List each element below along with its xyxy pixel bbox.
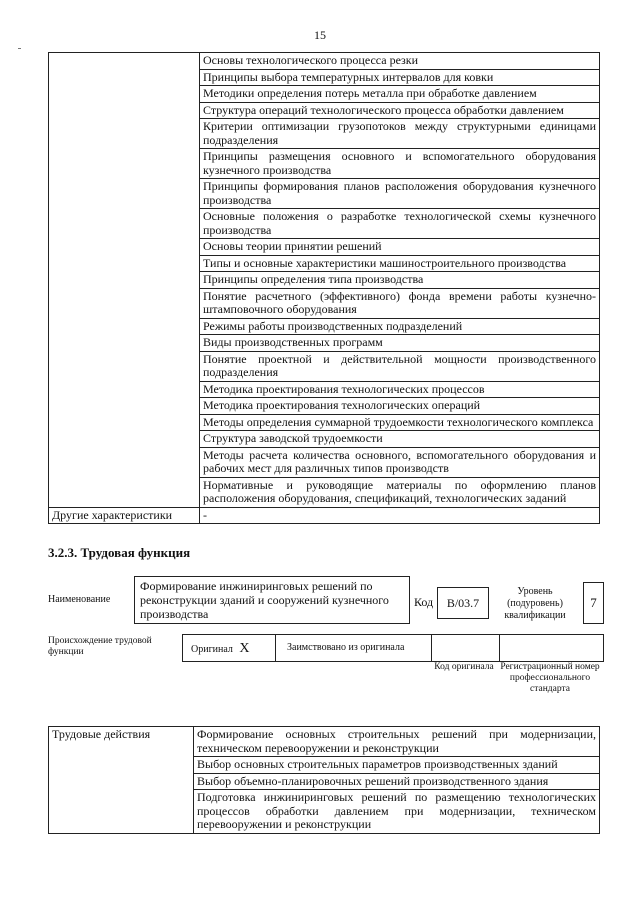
table-row — [49, 507, 600, 524]
knowledge-item: Режимы работы производственных подразделений — [200, 318, 600, 335]
origin-label: Происхождение трудовой функции — [48, 636, 152, 657]
knowledge-item: Виды производственных программ — [200, 335, 600, 352]
labor-actions-label: Трудовые действия — [49, 727, 194, 834]
knowledge-item: Основные положения о разработке технологической схемы кузнечного производства — [200, 209, 600, 239]
labor-action-item: Формирование основных строительных решений при модернизации, техническом перевооружении и реконструкции — [194, 727, 600, 757]
name-box — [134, 576, 410, 624]
code-original-caption: Код оригинала — [434, 662, 494, 672]
original-label: Оригинал — [191, 644, 233, 655]
knowledge-table — [48, 52, 600, 524]
knowledge-item: Основы технологического процесса резки — [200, 53, 600, 70]
labor-action-item: Выбор объемно-планировочных решений производственного здания — [194, 773, 600, 790]
knowledge-item: Принципы размещения основного и вспомогательного оборудования кузнечного производства — [200, 149, 600, 179]
knowledge-item: Принципы выбора температурных интервалов для ковки — [200, 69, 600, 86]
knowledge-item: Нормативные и руководящие материалы по оформлению планов расположения оборудования, спецификаций, технологических заданий — [200, 477, 600, 507]
labor-actions-table — [48, 726, 600, 834]
knowledge-item: Методы расчета количества основного, вспомогательного оборудования и рабочих мест для различных типов производств — [200, 447, 600, 477]
level-label: Уровень (подуровень) квалификации — [504, 586, 566, 621]
knowledge-item: Понятие расчетного (эффективного) фонда времени работы кузнечно-штамповочного оборудования — [200, 288, 600, 318]
table-row — [49, 53, 600, 70]
borrowed-label: Заимствовано из оригинала — [287, 642, 405, 653]
code-box — [437, 587, 489, 619]
other-characteristics-value: - — [200, 507, 600, 524]
original-mark: X — [239, 641, 250, 656]
level-box — [583, 582, 604, 624]
knowledge-item: Критерии оптимизации грузопотоков между структурными единицами подразделения — [200, 119, 600, 149]
knowledge-item: Типы и основные характеристики машиностроительного производства — [200, 255, 600, 272]
table-row — [49, 727, 600, 757]
knowledge-item: Принципы формирования планов расположения оборудования кузнечного производства — [200, 179, 600, 209]
labor-action-item: Выбор основных строительных параметров производственных зданий — [194, 757, 600, 774]
other-characteristics-label: Другие характеристики — [49, 507, 200, 524]
page-number: 15 — [314, 28, 326, 42]
knowledge-item: Методы определения суммарной трудоемкости технологического комплекса — [200, 414, 600, 431]
reg-number-caption: Регистрационный номер профессионального стандарта — [500, 662, 600, 694]
knowledge-item: Структура операций технологического процесса обработки давлением — [200, 102, 600, 119]
level-value: 7 — [590, 595, 597, 610]
labor-action-item: Подготовка инжиниринговых решений по размещению технологических процессов обработки давлением при модернизации, техническом перевооружении и реконструкции — [194, 790, 600, 834]
origin-box — [182, 634, 604, 662]
knowledge-item: Методика проектирования технологических операций — [200, 398, 600, 415]
knowledge-item: Методики определения потерь металла при обработке давлением — [200, 86, 600, 103]
knowledge-label-cell — [49, 53, 200, 508]
knowledge-item: Основы теории принятии решений — [200, 239, 600, 256]
knowledge-item: Структура заводской трудоемкости — [200, 431, 600, 448]
code-value: В/03.7 — [446, 596, 480, 610]
knowledge-item: Принципы определения типа производства — [200, 272, 600, 289]
name-label: Наименование — [48, 594, 111, 605]
knowledge-item: Методика проектирования технологических процессов — [200, 381, 600, 398]
knowledge-item: Понятие проектной и действительной мощности производственного подразделения — [200, 351, 600, 381]
name-value: Формирование инжиниринговых решений по реконструкции зданий и сооружений кузнечного производства — [140, 579, 389, 621]
section-title: 3.2.3. Трудовая функция — [48, 545, 191, 560]
scan-mark — [18, 48, 21, 49]
code-label: Код — [414, 595, 434, 609]
